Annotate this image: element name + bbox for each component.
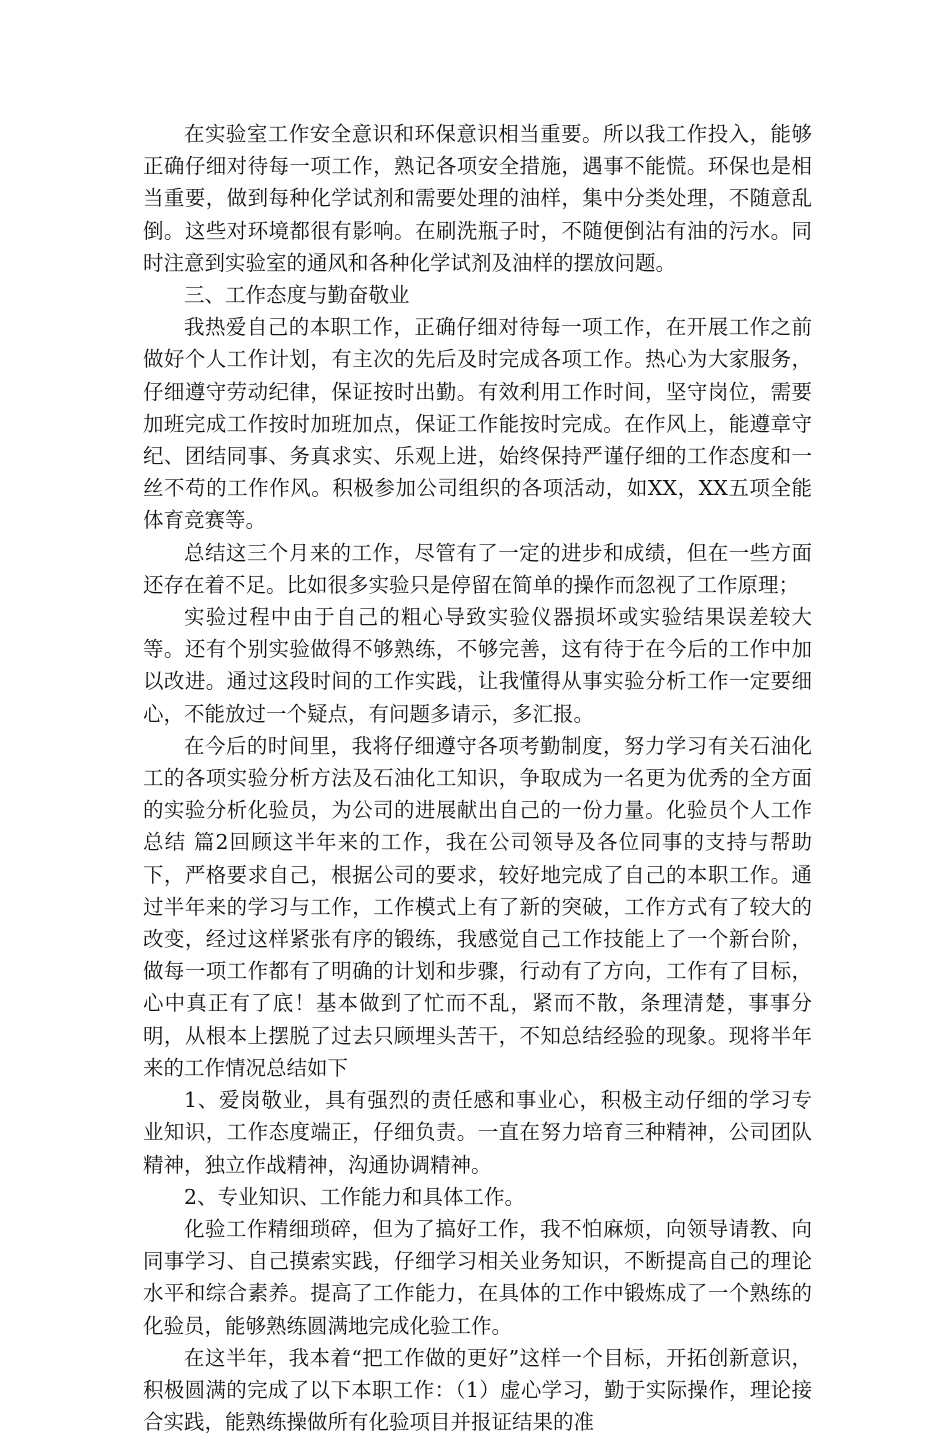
paragraph-summary: 总结这三个月来的工作，尽管有了一定的进步和成绩，但在一些方面还存在着不足。比如很多实验只是停留在简单的操作而忽视了工作原理； [143,540,812,597]
paragraph-half-year: 在这半年，我本着“把工作做的更好”这样一个目标，开拓创新意识，积极圆满的完成了以下本职工作：（1）虚心学习，勤于实际操作，理论接合实践，能熟练操做所有化验项目并报证结果的准 [143,1345,812,1435]
paragraph-item-2-heading: 2、专业知识、工作能力和具体工作。 [184,1184,526,1209]
paragraph-future-plan: 在今后的时间里，我将仔细遵守各项考勤制度，努力学习有关石油化工的各项实验分析方法及石油化工知识，争取成为一名更为优秀的全方面的实验分析化验员，为公司的进展献出自己的一份力量。化验员个人工作总结 篇2回顾这半年来的工作，我在公司领导及各位同事的支持与帮助下，严格要求自己，根据公司的要求，较好地完成了自己的本职工作。通过半年来的学习与工作，工作模式上有了新的突破，工作方式有了较大的改变，经过这样紧张有序的锻练，我感觉自己工作技能上了一个新台阶，做每一项工作都有了明确的计划和步骤，行动有了方向，工作有了目标，心中真正有了底！基本做到了忙而不乱，紧而不散，条理清楚，事事分明，从根本上摆脱了过去只顾埋头苦干，不知总结经验的现象。现将半年来的工作情况总结如下 [143,733,812,1080]
document-page [143,118,812,1438]
paragraph-lab-work: 化验工作精细琐碎，但为了搞好工作，我不怕麻烦，向领导请教、向同事学习、自己摸索实践，仔细学习相关业务知识，不断提高自己的理论水平和综合素养。提高了工作能力，在具体的工作中锻炼成了一个熟练的化验员，能够熟练圆满地完成化验工作。 [143,1216,812,1338]
paragraph-safety: 在实验室工作安全意识和环保意识相当重要。所以我工作投入，能够正确仔细对待每一项工作，熟记各项安全措施，遇事不能慌。环保也是相当重要，做到每种化学试剂和需要处理的油样，集中分类处理，不随意乱倒。这些对环境都很有影响。在刷洗瓶子时，不随便倒沾有油的污水。同时注意到实验室的通风和各种化学试剂及油样的摆放问题。 [143,122,812,275]
section-heading-attitude: 三、工作态度与勤奋敬业 [184,283,410,308]
paragraph-attitude: 我热爱自己的本职工作，正确仔细对待每一项工作，在开展工作之前做好个人工作计划，有主次的先后及时完成各项工作。热心为大家服务，仔细遵守劳动纪律，保证按时出勤。有效利用工作时间，坚守岗位，需要加班完成工作按时加班加点，保证工作能按时完成。在作风上，能遵章守纪、团结同事、务真求实、乐观上进，始终保持严谨仔细的工作态度和一丝不苟的工作作风。积极参加公司组织的各项活动，如XX，XX五项全能体育竞赛等。 [143,315,812,533]
paragraph-item-1: 1、爱岗敬业，具有强烈的责任感和事业心，积极主动仔细的学习专业知识，工作态度端正，仔细负责。一直在努力培育三种精神，公司团队精神，独立作战精神，沟通协调精神。 [143,1088,812,1177]
paragraph-shortcomings: 实验过程中由于自己的粗心导致实验仪器损坏或实验结果误差较大等。还有个别实验做得不够熟练，不够完善，这有待于在今后的工作中加以改进。通过这段时间的工作实践，让我懂得从事实验分析工作一定要细心，不能放过一个疑点，有问题多请示，多汇报。 [143,605,812,726]
